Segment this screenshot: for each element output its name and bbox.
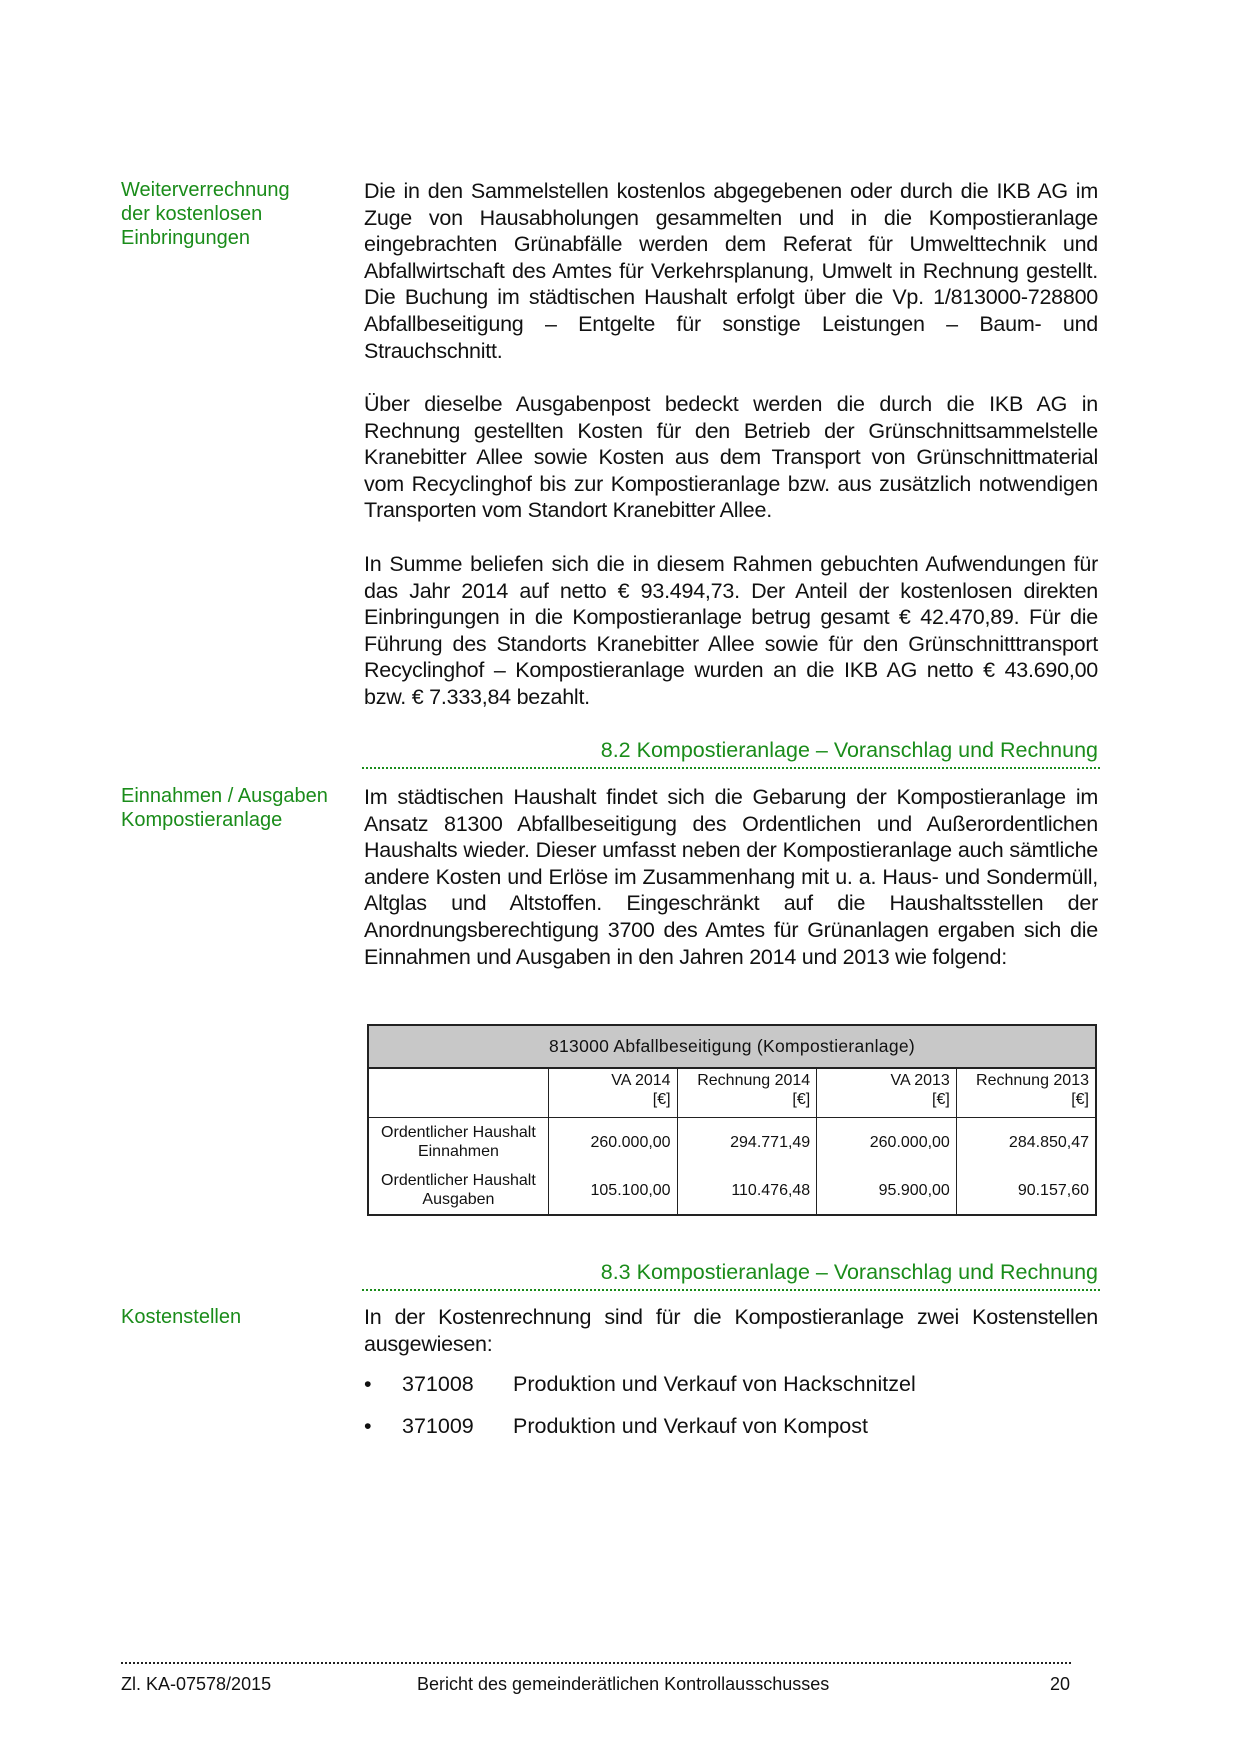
- label-line: Einbringungen: [121, 227, 250, 249]
- column-header: VA 2013 [€]: [817, 1068, 957, 1118]
- margin-label-weiterverrechnung: [121, 178, 351, 250]
- footer-reference: Zl. KA-07578/2015: [121, 1674, 272, 1694]
- page-number: 20: [1050, 1674, 1071, 1694]
- empty-header-cell: [368, 1068, 548, 1118]
- budget-table: [367, 1024, 1097, 1216]
- section-heading-8-2: 8.2 Kompostieranlage – Voranschlag und Rechnung: [600, 738, 1098, 762]
- row-label: Ordentlicher Haushalt Einnahmen: [368, 1118, 548, 1167]
- footer-divider: [121, 1662, 1071, 1664]
- bullet-icon: •: [364, 1414, 372, 1438]
- column-header: Rechnung 2013 [€]: [956, 1068, 1096, 1118]
- row-label: Ordentlicher Haushalt Ausgaben: [368, 1166, 548, 1215]
- cost-center-code: 371008: [402, 1372, 474, 1396]
- table-row: [368, 1166, 1096, 1215]
- paragraph: Die in den Sammelstellen kostenlos abgegebenen oder durch die IKB AG im Zuge von Hausabholungen gesammelten und in die Kompostieranlage eingebrachten Grünabfälle werden dem Referat für Umwelttechnik und Abfallwirtschaft des Amtes für Verkehrsplanung, Umwelt in Rechnung gestellt. Die Buchung im städtischen Haushalt erfolgt über die Vp. 1/813000-728800 Abfallbeseitigung – Entgelte für sonstige Leistungen – Baum- und Strauchschnitt.: [364, 179, 1098, 363]
- column-header: VA 2014 [€]: [548, 1068, 677, 1118]
- heading-divider: [362, 767, 1100, 769]
- cost-center-text: Produktion und Verkauf von Kompost: [513, 1414, 868, 1438]
- margin-label-kostenstellen: Kostenstellen: [121, 1306, 242, 1328]
- section-heading-8-3: 8.3 Kompostieranlage – Voranschlag und Rechnung: [600, 1260, 1098, 1284]
- cost-center-text: Produktion und Verkauf von Hackschnitzel: [513, 1372, 916, 1396]
- table-row: [368, 1118, 1096, 1167]
- column-header: Rechnung 2014 [€]: [677, 1068, 817, 1118]
- bullet-icon: •: [364, 1372, 372, 1396]
- table-cell: 110.476,48: [677, 1166, 817, 1215]
- table-cell: 294.771,49: [677, 1118, 817, 1167]
- heading-divider: [362, 1289, 1100, 1291]
- table-cell: 284.850,47: [956, 1118, 1096, 1167]
- table-title: 813000 Abfallbeseitigung (Kompostieranlage): [368, 1025, 1096, 1068]
- paragraph: In Summe beliefen sich die in diesem Rahmen gebuchten Aufwendungen für das Jahr 2014 auf netto € 93.494,73. Der Anteil der kostenlosen direkten Einbringungen in die Kompostieranlage betrug gesamt € 42.470,89. Für die Führung des Standorts Kranebitter Allee sowie für den Grünschnitttransport Recyclinghof – Kompostieranlage wurden an die IKB AG netto € 43.690,00 bzw. € 7.333,84 bezahlt.: [364, 552, 1098, 709]
- table-cell: 260.000,00: [548, 1118, 677, 1167]
- margin-label-einnahmen-ausgaben: [121, 784, 351, 832]
- paragraph: Im städtischen Haushalt findet sich die Gebarung der Kompostieranlage im Ansatz 81300 Abfallbeseitigung des Ordentlichen und Außerordentlichen Haushalts wieder. Dieser umfasst neben der Kompostieranlage auch sämtliche andere Kosten und Erlöse im Zusammenhang mit u. a. Haus- und Sondermüll, Altglas und Altstoffen. Eingeschränkt auf die Haushaltsstellen der Anordnungsberechtigung 3700 des Amtes für Grünanlagen ergaben sich die Einnahmen und Ausgaben in den Jahren 2014 und 2013 wie folgend:: [364, 785, 1098, 969]
- table-cell: 90.157,60: [956, 1166, 1096, 1215]
- table-cell: 260.000,00: [817, 1118, 957, 1167]
- label-line: der kostenlosen: [121, 203, 263, 225]
- label-line: Kompostieranlage: [121, 809, 283, 831]
- paragraph: Über dieselbe Ausgabenpost bedeckt werden die durch die IKB AG in Rechnung gestellten Kosten für den Betrieb der Grünschnittsammelstelle Kranebitter Allee sowie Kosten aus dem Transport von Grünschnittmaterial vom Recyclinghof bis zur Kompostieranlage bzw. aus zusätzlich notwendigen Transporten vom Standort Kranebitter Allee.: [364, 392, 1098, 523]
- label-line: Weiterverrechnung: [121, 179, 290, 201]
- table-cell: 105.100,00: [548, 1166, 677, 1215]
- paragraph: In der Kostenrechnung sind für die Kompostieranlage zwei Kostenstellen ausgewiesen:: [364, 1305, 1098, 1356]
- label-line: Einnahmen / Ausgaben: [121, 785, 328, 807]
- footer-title: Bericht des gemeinderätlichen Kontrollausschusses: [417, 1674, 830, 1694]
- table-cell: 95.900,00: [817, 1166, 957, 1215]
- table-header-row: [368, 1068, 1096, 1118]
- cost-center-code: 371009: [402, 1414, 474, 1438]
